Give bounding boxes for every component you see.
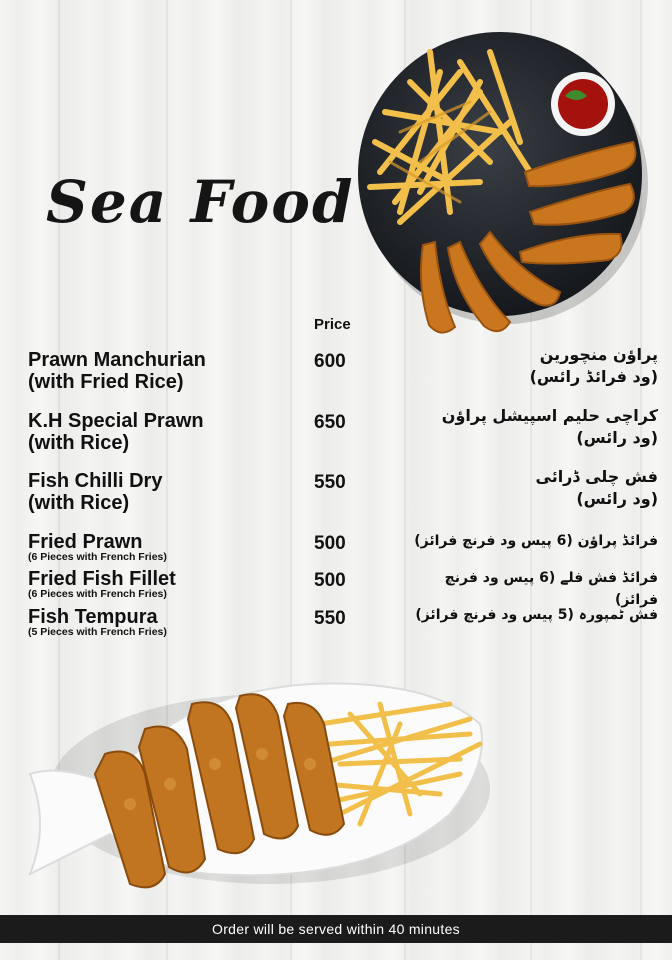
item-price: 550 — [314, 608, 346, 629]
item-note: (6 Pieces with French Fries) — [28, 551, 167, 563]
item-name: Fish Chilli Dry — [28, 470, 163, 492]
item-name: Fried Prawn — [28, 531, 143, 553]
fried-prawn-plate-photo — [340, 12, 660, 342]
item-subtitle: (with Rice) — [28, 432, 130, 454]
urdu-line: فش چلی ڈرائی — [535, 467, 658, 486]
urdu-line: فرائڈ فش فلے (6 پیس ود فرنچ فرائز) — [444, 570, 658, 608]
item-urdu-name — [408, 604, 658, 626]
item-note: (5 Pieces with French Fries) — [28, 626, 167, 638]
item-urdu-name — [408, 530, 658, 552]
item-name: Prawn Manchurian — [28, 349, 206, 371]
menu-item — [28, 531, 328, 563]
item-name: K.H Special Prawn — [28, 410, 204, 432]
menu-item — [28, 568, 328, 600]
item-price: 550 — [314, 472, 346, 493]
item-name: Fried Fish Fillet — [28, 568, 176, 590]
urdu-line: فش ٹمپورہ (5 پیس ود فرنچ فرائز) — [415, 607, 658, 623]
price-column-header: Price — [314, 316, 351, 333]
fish-fillet-platter-photo — [20, 664, 500, 894]
item-subtitle: (with Rice) — [28, 492, 130, 514]
menu-item — [28, 470, 328, 514]
urdu-line: (ود فرائڈ رائس) — [529, 367, 658, 386]
item-price: 500 — [314, 533, 346, 554]
menu-item — [28, 606, 328, 638]
urdu-line: (ود رائس) — [576, 489, 658, 508]
item-urdu-name — [408, 466, 658, 510]
item-urdu-name — [408, 405, 658, 449]
item-subtitle: (with Fried Rice) — [28, 371, 184, 393]
urdu-line: فرائڈ پراؤن (6 پیس ود فرنچ فرائز) — [414, 533, 658, 549]
item-note: (6 Pieces with French Fries) — [28, 588, 167, 600]
menu-item — [28, 349, 328, 393]
item-price: 500 — [314, 570, 346, 591]
item-name: Fish Tempura — [28, 606, 158, 628]
menu-item — [28, 410, 328, 454]
urdu-line: پراؤن منچورین — [539, 345, 658, 364]
item-urdu-name — [408, 344, 658, 388]
page-title: Sea Food — [46, 168, 355, 236]
item-price: 600 — [314, 351, 346, 372]
urdu-line: (ود رائس) — [576, 428, 658, 447]
serving-time-footer: Order will be served within 40 minutes — [0, 915, 672, 943]
urdu-line: کراچی حلیم اسپیشل پراؤن — [441, 406, 658, 425]
item-price: 650 — [314, 412, 346, 433]
